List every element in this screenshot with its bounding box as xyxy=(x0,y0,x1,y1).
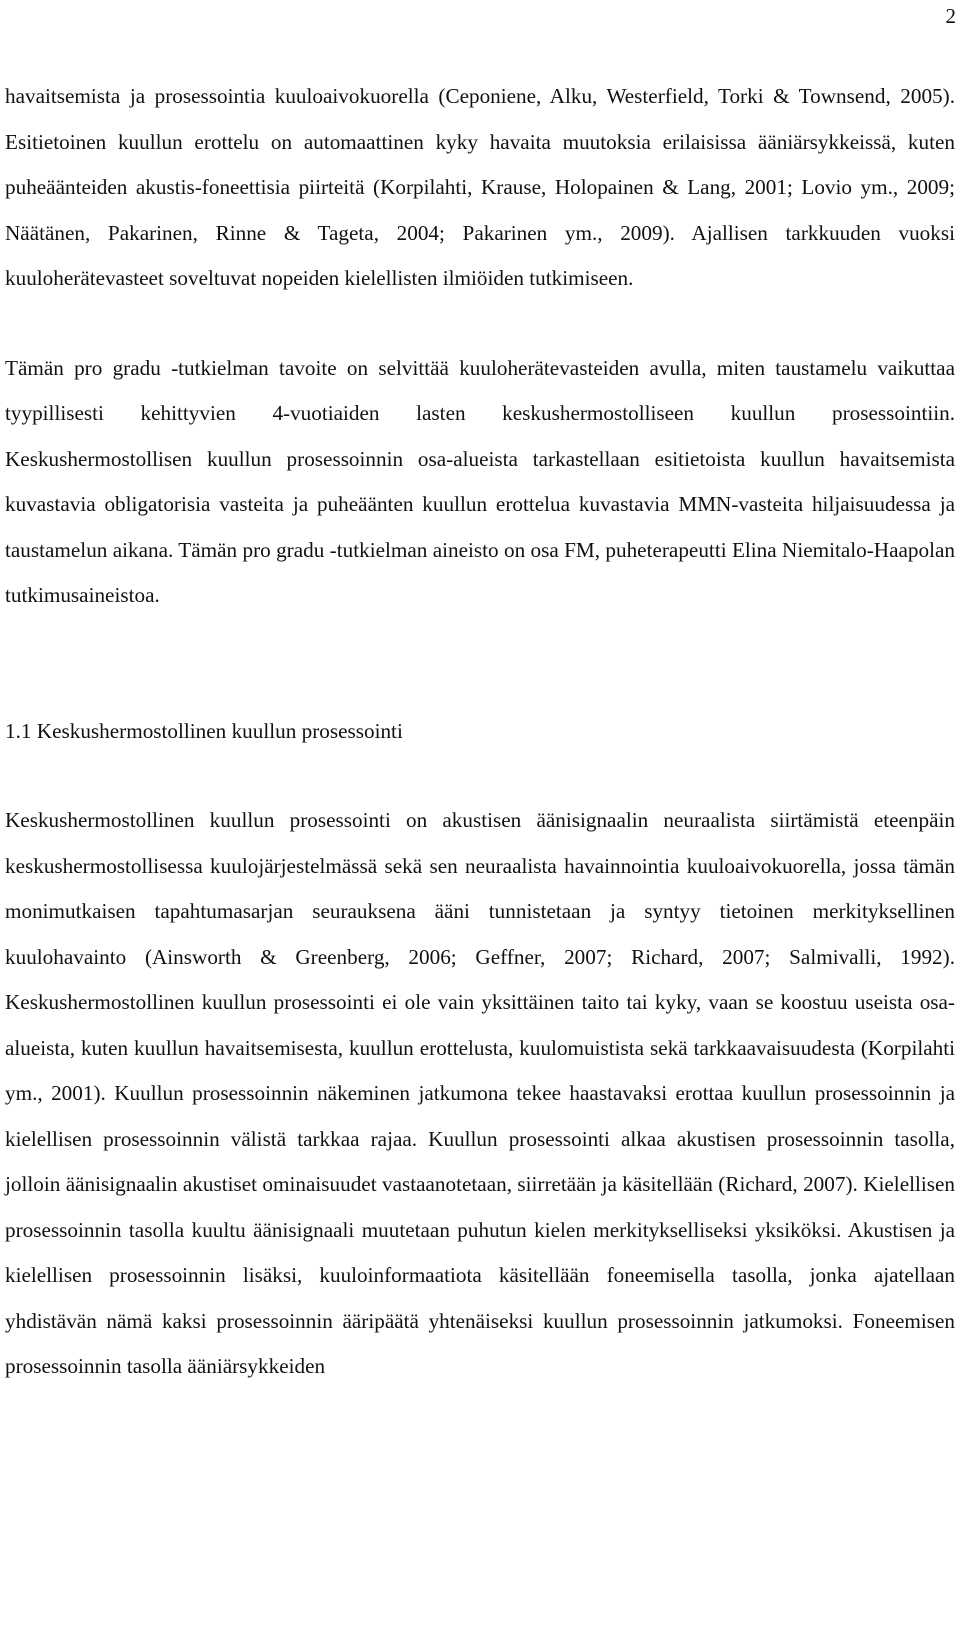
intro-paragraph: havaitsemista ja prosessointia kuuloaivokuorella (Ceponiene, Alku, Westerfield, Torki & Townsend, 2005). Esitietoinen kuullun erottelu on automaattinen kyky havaita muutoksia erilaisissa ääniärsykkeissä, kuten puheäänteiden akustis-foneettisia piirteitä (Korpilahti, Krause, Holopainen & Lang, 2001; Lovio ym., 2009; Näätänen, Pakarinen, Rinne & Tageta, 2004; Pakarinen ym., 2009). Ajallisen tarkkuuden vuoksi kuuloherätevasteet soveltuvat nopeiden kielellisten ilmiöiden tutkimiseen. xyxy=(5,84,955,290)
aim-paragraph: Tämän pro gradu -tutkielman tavoite on selvittää kuuloherätevasteiden avulla, miten taustamelu vaikuttaa tyypillisesti kehittyvien 4-vuotiaiden lasten keskushermostolliseen kuullun prosessointiin. Keskushermostollisen kuullun prosessoinnin osa-alueista tarkastellaan esitietoista kuullun havaitsemista kuvastavia obligatorisia vasteita ja puheäänten kuullun erottelua kuvastavia MMN-vasteita hiljaisuudessa ja taustamelun aikana. Tämän pro gradu -tutkielman aineisto on osa FM, puheterapeutti Elina Niemitalo-Haapolan tutkimusaineistoa. xyxy=(5,355,955,607)
section-body-paragraph: Keskushermostollinen kuullun prosessointi on akustisen äänisignaalin neuraalista siirtämistä eteenpäin keskushermostollisessa kuulojärjestelmässä sekä sen neuraalista havainnointia kuuloaivokuorella, jossa tämän monimutkaisen tapahtumasarjan seurauksena ääni tunnistetaan ja syntyy tietoinen merkityksellinen kuulohavainto (Ainsworth & Greenberg, 2006; Geffner, 2007; Richard, 2007; Salmivalli, 1992). Keskushermostollinen kuullun prosessointi ei ole vain yksittäinen taito tai kyky, vaan se koostuu useista osa-alueista, kuten kuullun havaitsemisesta, kuullun erottelusta, kuulomuistista sekä tarkkaavaisuudesta (Korpilahti ym., 2001). Kuullun prosessoinnin näkeminen jatkumona tekee haastavaksi erottaa kuullun prosessoinnin ja kielellisen prosessoinnin välistä tarkkaa rajaa. Kuullun prosessointi alkaa akustisen prosessoinnin tasolla, jolloin äänisignaalin akustiset ominaisuudet vastaanotetaan, siirretään ja käsitellään (Richard, 2007). Kielellisen prosessoinnin tasolla kuultu äänisignaali muutetaan puhutun kielen merkitykselliseksi yksiköksi. Akustisen ja kielellisen prosessoinnin lisäksi, kuuloinformaatiota käsitellään foneemisella tasolla, jonka ajatellaan yhdistävän nämä kaksi prosessoinnin ääripäätä yhtenäiseksi kuullun prosessoinnin jatkumoksi. Foneemisen prosessoinnin tasolla ääniärsykkeiden xyxy=(5,808,955,1378)
page-number: 2 xyxy=(945,4,956,28)
section-heading: 1.1 Keskushermostollinen kuullun prosessointi xyxy=(5,718,403,743)
document-body xyxy=(5,74,955,1390)
